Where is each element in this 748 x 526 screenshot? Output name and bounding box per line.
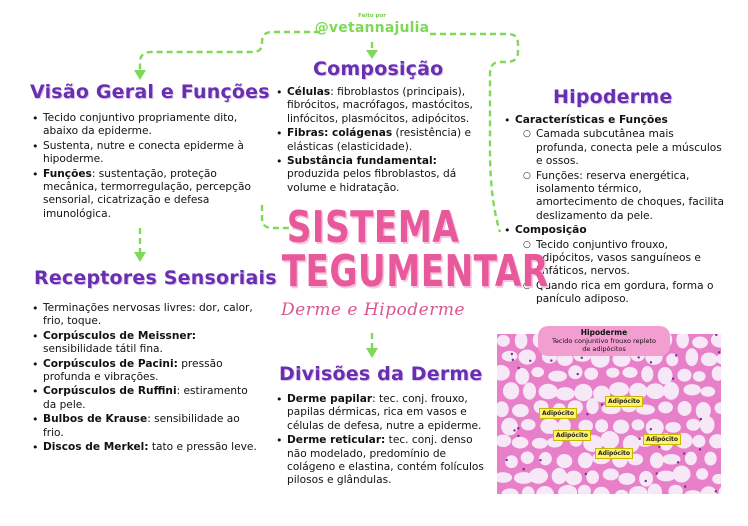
credit-made-by: Feito por (358, 13, 386, 19)
nucleus-dot (699, 448, 701, 450)
nucleus-dot (513, 429, 515, 431)
adipocyte-cell (532, 438, 548, 449)
adipocyte-cell (692, 336, 708, 348)
visao-geral-text: Sustenta, nutre e conecta epiderme à hipoderme. (43, 139, 244, 166)
hipoderme-composicao-item (536, 239, 725, 279)
hipoderme-caracteristica-item (536, 128, 725, 168)
hipoderme-caracteristicas-label: Características e Funções (515, 114, 668, 126)
adipocyte-cell (595, 419, 608, 432)
divisao-text: : tec. conj. frouxo, papilas dérmicas, rica em vasos e células de defesa, nutre a epiderme. (287, 393, 482, 432)
histology-image (497, 334, 721, 494)
hipoderme-composicao-text: Quando rica em gordura, forma o panículo adiposo. (536, 279, 714, 306)
nucleus-dot (517, 427, 519, 429)
main-title-line2: TEGUMENTAR (281, 246, 549, 297)
nucleus-dot (581, 357, 583, 359)
adipocyte-cell (574, 384, 592, 401)
visao-geral-text: Tecido conjuntivo propriamente dito, abaixo da epiderme. (43, 112, 238, 138)
adipocyte-cell (618, 473, 635, 485)
adipocyte-cell (658, 401, 673, 413)
adipocyte-cell (657, 471, 676, 482)
nucleus-dot (683, 452, 685, 454)
nucleus-dot (523, 468, 525, 470)
adipocyte-cell (512, 404, 529, 417)
divisao-text: tec. conj. denso não modelado, predomínio de colágeno e elastina, contém folículos pilosos e glândulas. (287, 434, 484, 487)
adipocyte-cell (548, 371, 567, 382)
composicao-text: produzida pelos fibroblastos, dá volume e hidratação. (287, 168, 457, 194)
histology-label-4: Adipócito (643, 434, 681, 445)
composicao-text: (resistência) e elásticas (elasticidade). (287, 127, 471, 153)
histology-label-1: Adipócito (539, 408, 577, 419)
receptor-text: pressão profunda e vibrações. (43, 357, 223, 384)
adipocyte-cell (521, 451, 534, 464)
adipocyte-cell (701, 352, 718, 366)
histology-label-5: Adipócito (595, 448, 633, 459)
nucleus-dot (677, 461, 679, 463)
composicao-list (272, 86, 487, 196)
nucleus-dot (505, 459, 507, 461)
histology-label-3: Adipócito (553, 430, 591, 441)
adipose-tissue-illustration (497, 334, 721, 494)
histology-caption (538, 326, 670, 356)
visao-geral-term: Funções (43, 167, 92, 180)
receptores-list (28, 302, 260, 455)
hipoderme-caracteristicas-item (515, 114, 725, 223)
visao-geral-item (43, 112, 258, 139)
nucleus-dot (585, 473, 587, 475)
receptor-item (43, 330, 260, 357)
main-title (256, 202, 549, 320)
adipocyte-cell (518, 349, 535, 364)
credit-handle: @vetannajulia (314, 20, 430, 36)
adipocyte-cell (539, 452, 552, 465)
receptor-item (43, 385, 260, 412)
receptor-term: Discos de Merkel: (43, 441, 149, 454)
adipocyte-cell (650, 453, 664, 469)
adipocyte-cell (523, 383, 536, 400)
divisao-term: Derme reticular: (287, 434, 386, 447)
adipocyte-cell (658, 367, 673, 384)
receptor-text: : estiramento da pele. (43, 385, 248, 411)
composicao-item (287, 127, 487, 154)
composicao-term: Substância fundamental: (287, 155, 437, 168)
nucleus-dot (672, 377, 674, 379)
credit-block (310, 13, 434, 36)
divisao-term: Derme papilar (287, 393, 373, 405)
adipocyte-cell (613, 420, 629, 434)
composicao-term: Células (287, 86, 331, 98)
nucleus-dot (700, 418, 702, 420)
adipocyte-cell (503, 382, 519, 399)
divisao-item (287, 393, 487, 433)
adipocyte-cell (685, 452, 697, 466)
adipocyte-cell (512, 437, 529, 449)
histology-caption-title: Hipoderme (580, 328, 628, 337)
nucleus-dot (577, 373, 579, 375)
receptor-term: Corpúsculos de Pacini: (43, 357, 178, 370)
nucleus-dot (650, 428, 652, 430)
adipocyte-cell (557, 454, 573, 468)
adipocyte-cell (531, 367, 544, 377)
adipocyte-cell (552, 468, 567, 484)
main-title-line1: SISTEMA (286, 202, 460, 253)
adipocyte-cell (639, 471, 653, 487)
adipocyte-cell (678, 401, 692, 416)
adipocyte-cell (606, 368, 619, 378)
hipoderme-caracteristica-text: Funções: reserva energética, isolamento térmico, amortecimento de choques, facilita deslizamento da pele. (536, 169, 725, 222)
composicao-item (287, 86, 487, 126)
adipocyte-cell (677, 369, 691, 382)
adipocyte-cell (693, 371, 706, 382)
adipocyte-cell (539, 384, 558, 399)
adipocyte-cell (646, 383, 665, 399)
adipocyte-cell (515, 368, 529, 385)
hipoderme-composicao-text: Tecido conjuntivo frouxo, adipócitos, vasos sanguíneos e linfáticos, nervos. (536, 238, 701, 278)
hipoderme-composicao-item (536, 280, 725, 307)
adipocyte-cell (641, 366, 653, 382)
adipocyte-cell (586, 398, 598, 414)
adipocyte-cell (701, 387, 716, 397)
adipocyte-cell (586, 470, 599, 484)
adipocyte-cell (529, 468, 548, 484)
nucleus-dot (517, 367, 519, 369)
adipocyte-cell (685, 348, 698, 366)
main-subtitle: Derme e Hipoderme (281, 300, 465, 320)
composicao-text: : fibroblastos (principais), fibrócitos, macrófagos, mastócitos, linfócitos, plasmócitos, adipócitos. (287, 86, 473, 125)
nucleus-dot (675, 354, 677, 356)
adipocyte-cell (505, 455, 518, 468)
adipocyte-cell (603, 468, 619, 480)
adipocyte-cell (497, 335, 510, 347)
visao-geral-heading: Visão Geral e Funções (30, 81, 270, 103)
visao-geral-text: : sustentação, proteção mecânica, termorregulação, percepção sensorial, cicatrização e defesa imunológica. (43, 167, 251, 220)
histology-label-2: Adipócito (605, 396, 643, 407)
receptor-text: sensibilidade tátil fina. (43, 343, 163, 356)
divisoes-heading: Divisões da Derme (279, 363, 483, 385)
receptor-text: Terminações nervosas livres: dor, calor, frio, toque. (43, 302, 253, 328)
adipocyte-cell (692, 435, 705, 448)
receptor-item (43, 441, 260, 454)
adipocyte-cell (565, 471, 582, 486)
hipoderme-composicao-label: Composição (515, 224, 587, 237)
nucleus-dot (601, 403, 603, 405)
hipoderme-caracteristica-text: Camada subcutânea mais profunda, conecta pele a músculos e ossos. (536, 128, 722, 168)
nucleus-dot (656, 472, 658, 474)
nucleus-dot (638, 356, 640, 358)
receptor-term: Corpúsculos de Meissner: (43, 329, 197, 342)
receptor-item (43, 358, 260, 385)
composicao-term: Fibras: colágenas (287, 127, 393, 140)
nucleus-dot (586, 413, 588, 415)
receptor-term: Corpúsculos de Ruffini (43, 385, 177, 398)
adipocyte-cell (700, 416, 715, 434)
receptores-heading: Receptores Sensoriais (34, 267, 277, 289)
adipocyte-cell (683, 384, 700, 395)
adipocyte-cell (696, 468, 708, 479)
divisoes-list (272, 393, 487, 489)
nucleus-dot (715, 490, 717, 492)
receptor-term: Bulbos de Krause (43, 413, 148, 426)
nucleus-dot (684, 485, 686, 487)
visao-geral-list (28, 112, 258, 222)
composicao-item (287, 155, 487, 195)
adipocyte-cell (568, 365, 582, 379)
adipocyte-cell (632, 419, 645, 430)
adipocyte-cell (665, 422, 681, 433)
histology-caption-text: Tecido conjuntivo frouxo repleto de adipócitos (552, 337, 656, 353)
adipocyte-cell (501, 418, 518, 436)
adipocyte-cell (502, 351, 518, 362)
hipoderme-heading: Hipoderme (553, 86, 673, 108)
hipoderme-caracteristica-item (536, 170, 725, 224)
adipocyte-cell (600, 431, 619, 449)
receptor-item (43, 413, 260, 440)
adipocyte-cell (578, 452, 593, 468)
adipocyte-cell (622, 367, 637, 378)
nucleus-dot (539, 459, 541, 461)
nucleus-dot (645, 480, 647, 482)
nucleus-dot (517, 435, 519, 437)
receptor-text: tato e pressão leve. (148, 441, 257, 454)
adipocyte-cell (521, 419, 536, 430)
adipocyte-cell (686, 419, 700, 431)
nucleus-dot (511, 353, 513, 355)
nucleus-dot (550, 359, 552, 361)
visao-geral-item (43, 140, 258, 167)
nucleus-dot (658, 446, 660, 448)
nucleus-dot (512, 359, 514, 361)
adipocyte-cell (609, 382, 629, 396)
adipocyte-cell (584, 368, 598, 380)
divisao-item (287, 434, 487, 488)
nucleus-dot (529, 360, 531, 362)
adipocyte-cell (663, 382, 679, 400)
nucleus-dot (650, 361, 652, 363)
composicao-heading: Composição (313, 58, 444, 80)
adipocyte-cell (673, 466, 691, 483)
nucleus-dot (718, 351, 720, 353)
receptor-item (43, 302, 260, 329)
visao-geral-item (43, 168, 258, 222)
receptor-text: : sensibilidade ao frio. (43, 413, 240, 439)
adipocyte-cell (704, 452, 716, 466)
nucleus-dot (638, 438, 640, 440)
adipocyte-cell (556, 387, 575, 400)
